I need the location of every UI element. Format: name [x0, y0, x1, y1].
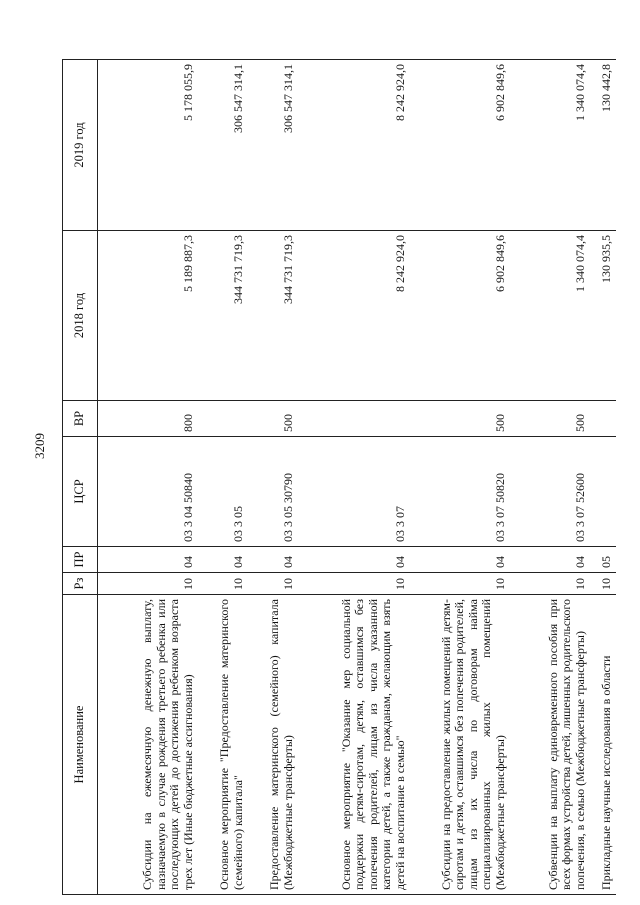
row-rz: 10 — [590, 573, 616, 595]
row-pr: 04 — [410, 547, 510, 573]
row-rz: 10 — [98, 573, 199, 595]
header-csr: ЦСР — [63, 437, 98, 547]
row-csr: 03 3 07 — [298, 437, 410, 547]
table-row — [248, 60, 298, 895]
row-rz: 10 — [410, 573, 510, 595]
row-pr: 04 — [510, 547, 590, 573]
rotated-table-frame — [62, 60, 613, 895]
row-vr — [298, 401, 410, 437]
row-2019: 8 242 924,0 — [298, 60, 410, 231]
row-2019: 130 442,8 — [590, 60, 616, 231]
row-csr: 03 3 07 52600 — [510, 437, 590, 547]
row-rz: 10 — [298, 573, 410, 595]
row-2018: 130 935,5 — [590, 231, 616, 401]
table-row — [298, 60, 410, 895]
row-2018: 344 731 719,3 — [248, 231, 298, 401]
header-2019: 2019 год — [63, 60, 98, 231]
header-vr: ВР — [63, 401, 98, 437]
row-name: Прикладные научные исследования в области — [590, 595, 616, 895]
table-row — [98, 60, 199, 895]
header-2018: 2018 год — [63, 231, 98, 401]
row-csr: 03 3 05 — [198, 437, 248, 547]
row-rz: 10 — [198, 573, 248, 595]
row-2018: 1 340 074,4 — [510, 231, 590, 401]
row-csr — [590, 437, 616, 547]
row-name: Субсидии на предоставление жилых помещений детям-сиротам и детям, оставшимся без попечения родителей, лицам из их числа по договорам найма специализированных жилых помещений (Межбюджетные трансферты) — [410, 595, 510, 895]
row-2018: 5 189 887,3 — [98, 231, 199, 401]
row-2018: 344 731 719,3 — [198, 231, 248, 401]
row-csr: 03 3 05 30790 — [248, 437, 298, 547]
row-2019: 6 902 849,6 — [410, 60, 510, 231]
table-row — [198, 60, 248, 895]
row-vr — [198, 401, 248, 437]
row-pr: 04 — [298, 547, 410, 573]
row-name: Субсидии на ежемесячную денежную выплату, назначаемую в случае рождения третьего ребенка или последующих детей до достижения ребенком возраста трех лет (Иные бюджетные ассигнования) — [98, 595, 199, 895]
row-2019: 306 547 314,1 — [198, 60, 248, 231]
row-rz: 10 — [248, 573, 298, 595]
header-name: Наименование — [63, 595, 98, 895]
table-row — [410, 60, 510, 895]
row-pr: 04 — [98, 547, 199, 573]
header-row — [63, 60, 98, 895]
row-pr: 04 — [198, 547, 248, 573]
row-rz: 10 — [510, 573, 590, 595]
header-rz: Рз — [63, 573, 98, 595]
row-csr: 03 3 07 50820 — [410, 437, 510, 547]
row-2018: 8 242 924,0 — [298, 231, 410, 401]
row-2019: 1 340 074,4 — [510, 60, 590, 231]
page-number: 3209 — [32, 433, 47, 459]
row-vr — [590, 401, 616, 437]
row-vr: 500 — [248, 401, 298, 437]
row-name: Основное мероприятие "Оказание мер социальной поддержки детям-сиротам, детям, оставшимся без попечения родителей, лицам из числа указанной категории детей, а также гражданам, желающим взять детей на воспитание в семью" — [298, 595, 410, 895]
budget-table — [62, 59, 616, 895]
budget-sheet — [62, 60, 613, 895]
table-row — [590, 60, 616, 895]
row-name: Предоставление материнского (семейного) капитала (Межбюджетные трансферты) — [248, 595, 298, 895]
row-csr: 03 3 04 50840 — [98, 437, 199, 547]
row-pr: 04 — [248, 547, 298, 573]
row-2018: 6 902 849,6 — [410, 231, 510, 401]
row-pr: 05 — [590, 547, 616, 573]
row-2019: 306 547 314,1 — [248, 60, 298, 231]
row-vr: 500 — [410, 401, 510, 437]
row-2019: 5 178 055,9 — [98, 60, 199, 231]
row-name: Субвенции на выплату единовременного пособия при всех формах устройства детей, лишенных родительского попечения, в семью (Межбюджетные трансферты) — [510, 595, 590, 895]
row-vr: 500 — [510, 401, 590, 437]
header-pr: ПР — [63, 547, 98, 573]
row-name: Основное мероприятие "Предоставление материнского (семейного) капитала" — [198, 595, 248, 895]
table-row — [510, 60, 590, 895]
row-vr: 800 — [98, 401, 199, 437]
